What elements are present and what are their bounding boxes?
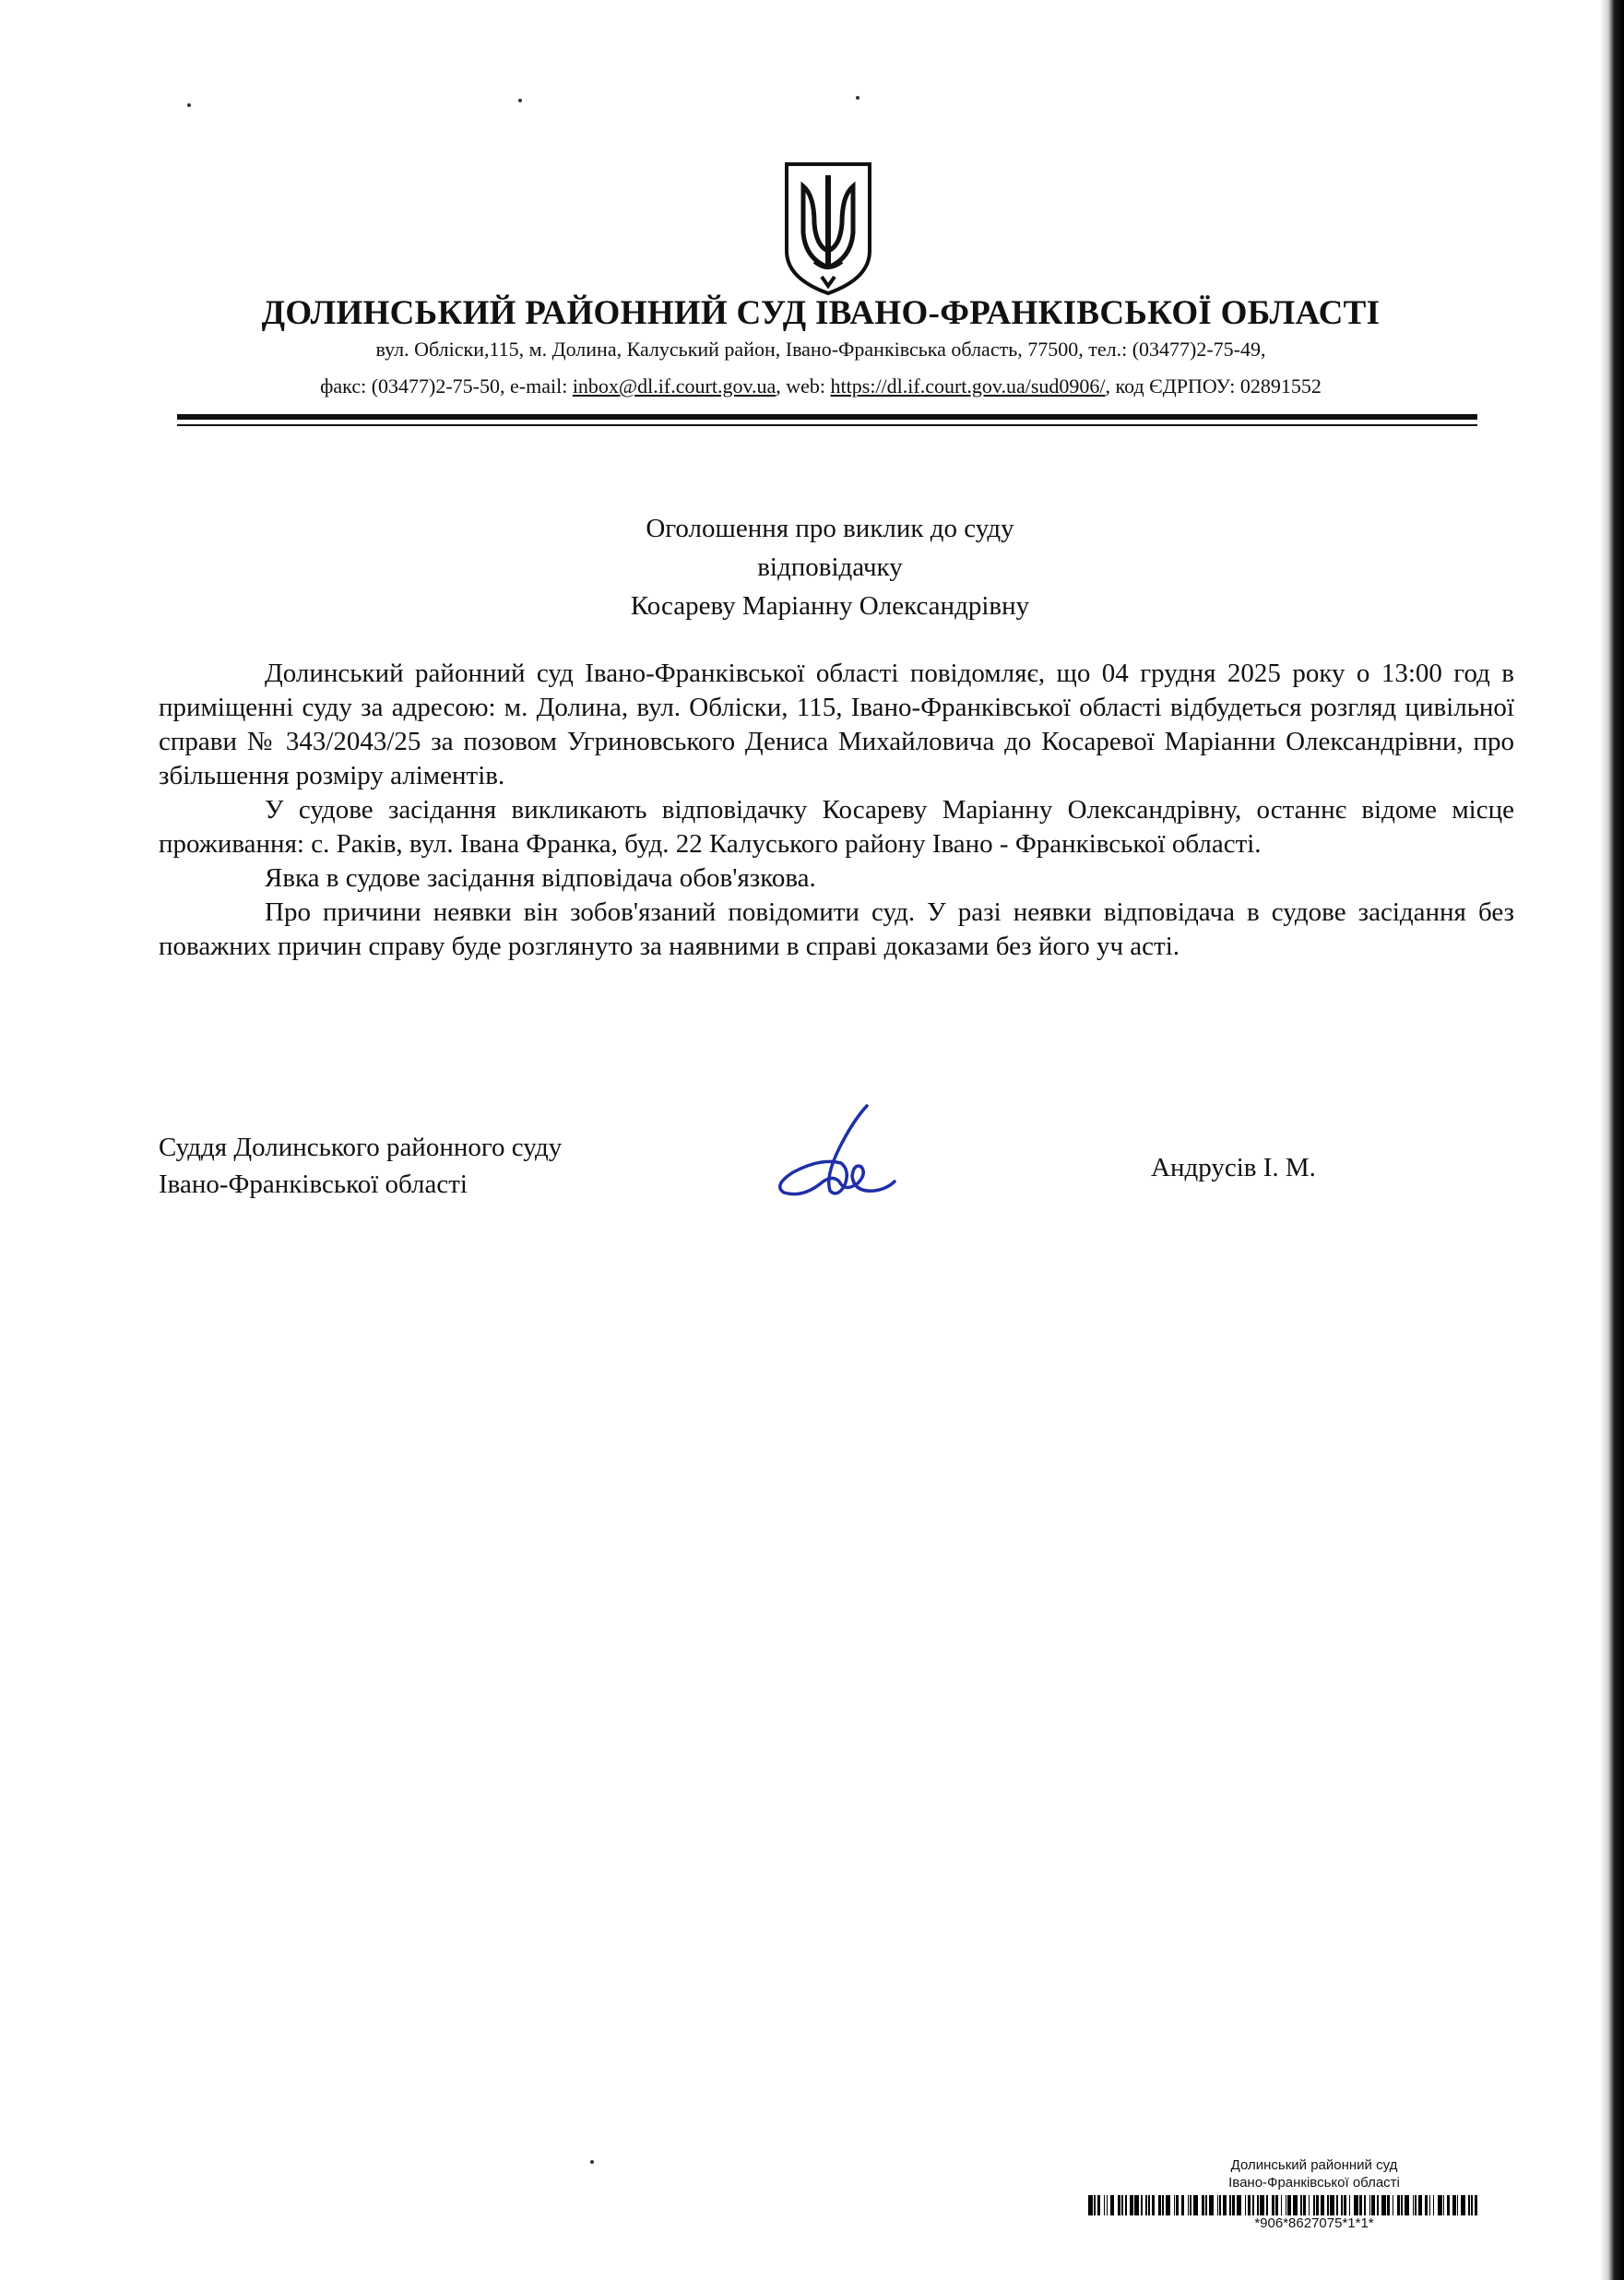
- barcode-bar: [1232, 2195, 1235, 2215]
- barcode-bar: [1205, 2195, 1207, 2215]
- barcode-bar: [1188, 2195, 1190, 2215]
- scan-speck: [590, 2160, 594, 2164]
- barcode-bar: [1193, 2195, 1198, 2215]
- website-link[interactable]: https://dl.if.court.gov.ua/sud0906/: [830, 374, 1106, 398]
- barcode-bar: [1387, 2195, 1390, 2215]
- barcode-bar: [1202, 2195, 1204, 2215]
- barcode-bar: [1364, 2195, 1366, 2215]
- judge-position: [159, 1129, 804, 1203]
- barcode-bar: [1349, 2195, 1351, 2215]
- barcode-bar: [1344, 2195, 1346, 2215]
- barcode-bar: [1425, 2195, 1428, 2215]
- web-prefix: , web:: [776, 374, 831, 398]
- barcode-bar: [1429, 2195, 1431, 2215]
- court-address: вул. Обліски,115, м. Долина, Калуський район, Івано-Франківська область, 77500, тел.: (03477)2-75-49,: [375, 338, 1266, 361]
- barcode-bar: [1401, 2195, 1403, 2215]
- letterhead-divider-thin: [177, 424, 1477, 426]
- barcode-bar: [1303, 2195, 1306, 2215]
- barcode-bar: [1237, 2195, 1241, 2215]
- barcode-bar: [1418, 2195, 1421, 2215]
- body-paragraph: У судове засідання викликають відповідачку Косареву Маріанну Олександрівну, останнє відоме місце проживання: с. Раків, вул. Івана Франка, буд. 22 Калуського району Івано - Франківської області.: [159, 795, 1514, 859]
- barcode-bar: [1381, 2195, 1386, 2215]
- judge-position-line-2: Івано-Франківської області: [159, 1170, 468, 1199]
- barcode-bar: [1166, 2195, 1170, 2215]
- handwritten-signature: [765, 1102, 904, 1204]
- barcode-bar: [1468, 2195, 1470, 2215]
- barcode-text: *906*8627075*1*1*: [1254, 2215, 1374, 2231]
- barcode-bar: [1152, 2195, 1155, 2215]
- barcode-bar: [1397, 2195, 1400, 2215]
- barcode-bar: [1130, 2195, 1132, 2215]
- barcode-bar: [1097, 2195, 1100, 2215]
- barcode-bar: [1088, 2195, 1093, 2215]
- barcode-bar: [1219, 2195, 1221, 2215]
- barcode-bar: [1341, 2195, 1343, 2215]
- barcode: [1088, 2195, 1540, 2215]
- barcode-bar: [1447, 2195, 1450, 2215]
- barcode-bar: [1148, 2195, 1150, 2215]
- barcode-bar: [1354, 2195, 1358, 2215]
- barcode-bar: [1145, 2195, 1147, 2215]
- barcode-bar: [1162, 2195, 1164, 2215]
- scan-speck: [856, 96, 859, 100]
- barcode-bar: [1275, 2195, 1278, 2215]
- barcode-bar: [1158, 2195, 1161, 2215]
- barcode-bar: [1300, 2195, 1302, 2215]
- barcode-bar: [1393, 2195, 1394, 2215]
- scan-speck: [518, 99, 522, 102]
- barcode-bar: [1181, 2195, 1184, 2215]
- barcode-bar: [1475, 2195, 1477, 2215]
- registration-stamp: [1088, 2156, 1540, 2232]
- barcode-bar: [1359, 2195, 1362, 2215]
- barcode-bar: [1438, 2195, 1442, 2215]
- barcode-bar: [1217, 2195, 1219, 2215]
- barcode-bar: [1369, 2195, 1371, 2215]
- barcode-bar: [1405, 2195, 1409, 2215]
- barcode-bar: [1266, 2195, 1268, 2215]
- court-contacts: [138, 374, 1503, 398]
- barcode-bar: [1281, 2195, 1283, 2215]
- judge-position-line-1: Суддя Долинського районного суду: [159, 1133, 563, 1162]
- barcode-bar: [1321, 2195, 1323, 2215]
- barcode-bar: [1229, 2195, 1231, 2215]
- barcode-bar: [1316, 2195, 1319, 2215]
- court-name: ДОЛИНСЬКИЙ РАЙОННИЙ СУД ІВАНО-ФРАНКІВСЬКОЇ ОБЛАСТІ: [261, 294, 1381, 332]
- barcode-bar: [1118, 2195, 1120, 2215]
- barcode-bar: [1125, 2195, 1127, 2215]
- edrpou-code: , код ЄДРПОУ: 02891552: [1105, 374, 1322, 398]
- barcode-bar: [1104, 2195, 1106, 2215]
- barcode-bar: [1245, 2195, 1247, 2215]
- letterhead-divider: [177, 414, 1477, 420]
- barcode-bar: [1134, 2195, 1139, 2215]
- barcode-bar: [1336, 2195, 1338, 2215]
- barcode-bar: [1260, 2195, 1264, 2215]
- barcode-bar: [1286, 2195, 1287, 2215]
- trident-emblem-icon: [777, 159, 879, 297]
- barcode-bar: [1110, 2195, 1115, 2215]
- barcode-bar: [1176, 2195, 1179, 2215]
- barcode-bar: [1174, 2195, 1176, 2215]
- barcode-bar: [1433, 2195, 1435, 2215]
- barcode-bar: [1413, 2195, 1415, 2215]
- barcode-bar: [1327, 2195, 1329, 2215]
- notice-body: [159, 657, 1514, 964]
- barcode-bar: [1293, 2195, 1298, 2215]
- barcode-bar: [1248, 2195, 1251, 2215]
- barcode-bar: [1377, 2195, 1379, 2215]
- barcode-bar: [1461, 2195, 1465, 2215]
- barcode-bar: [1471, 2195, 1473, 2215]
- scan-speck: [187, 103, 191, 107]
- barcode-bar: [1287, 2195, 1290, 2215]
- barcode-bar: [1141, 2195, 1143, 2215]
- judge-name: Андрусів І. М.: [1151, 1153, 1316, 1182]
- notice-title: Оголошення про виклик до суду: [646, 514, 1014, 543]
- email-link[interactable]: inbox@dl.if.court.gov.ua: [572, 374, 776, 398]
- body-paragraph: Долинський районний суд Івано-Франківської області повідомляє, що 04 грудня 2025 року о 13:00 год в приміщенні суду за адресою: м. Долина, вул. Обліски, 115, Івано-Франківської області відбудеться розгляд цивільної справи № 343/2043/25 за позовом Угриновського Дениса Михайловича до Косаревої Маріанни Олександрівни, про збільшення розміру аліментів.: [159, 659, 1514, 790]
- scan-edge: [1600, 0, 1624, 2280]
- barcode-bar: [1190, 2195, 1191, 2215]
- barcode-bar: [1371, 2195, 1374, 2215]
- barcode-bar: [1309, 2195, 1310, 2215]
- barcode-bar: [1094, 2195, 1096, 2215]
- body-paragraph: Про причини неявки він зобов'язаний повідомити суд. У разі неявки відповідача в судове засідання без поважних причин справу буде розглянуто за наявними в справі доказами без його уч асті.: [159, 897, 1514, 961]
- body-paragraph: Явка в судове засідання відповідача обов'язкова.: [265, 863, 816, 893]
- barcode-bar: [1415, 2195, 1417, 2215]
- notice-addressee: Косареву Маріанну Олександрівну: [630, 591, 1030, 621]
- barcode-bar: [1452, 2195, 1455, 2215]
- fax-prefix: факс: (03477)2-75-50, e-mail:: [320, 374, 573, 398]
- barcode-bar: [1223, 2195, 1226, 2215]
- notice-subtitle: відповідачку: [757, 552, 903, 582]
- barcode-bar: [1443, 2195, 1445, 2215]
- barcode-bar: [1252, 2195, 1254, 2215]
- stamp-line-2: Івано-Франківської області: [1228, 2175, 1400, 2191]
- barcode-bar: [1257, 2195, 1259, 2215]
- barcode-bar: [1457, 2195, 1459, 2215]
- notice-title-block: [369, 509, 1291, 625]
- barcode-bar: [1121, 2195, 1123, 2215]
- barcode-bar: [1313, 2195, 1315, 2215]
- barcode-bar: [1272, 2195, 1274, 2215]
- barcode-bar: [1209, 2195, 1214, 2215]
- barcode-bar: [1107, 2195, 1108, 2215]
- stamp-line-1: Долинський районний суд: [1230, 2157, 1398, 2173]
- barcode-bar: [1330, 2195, 1334, 2215]
